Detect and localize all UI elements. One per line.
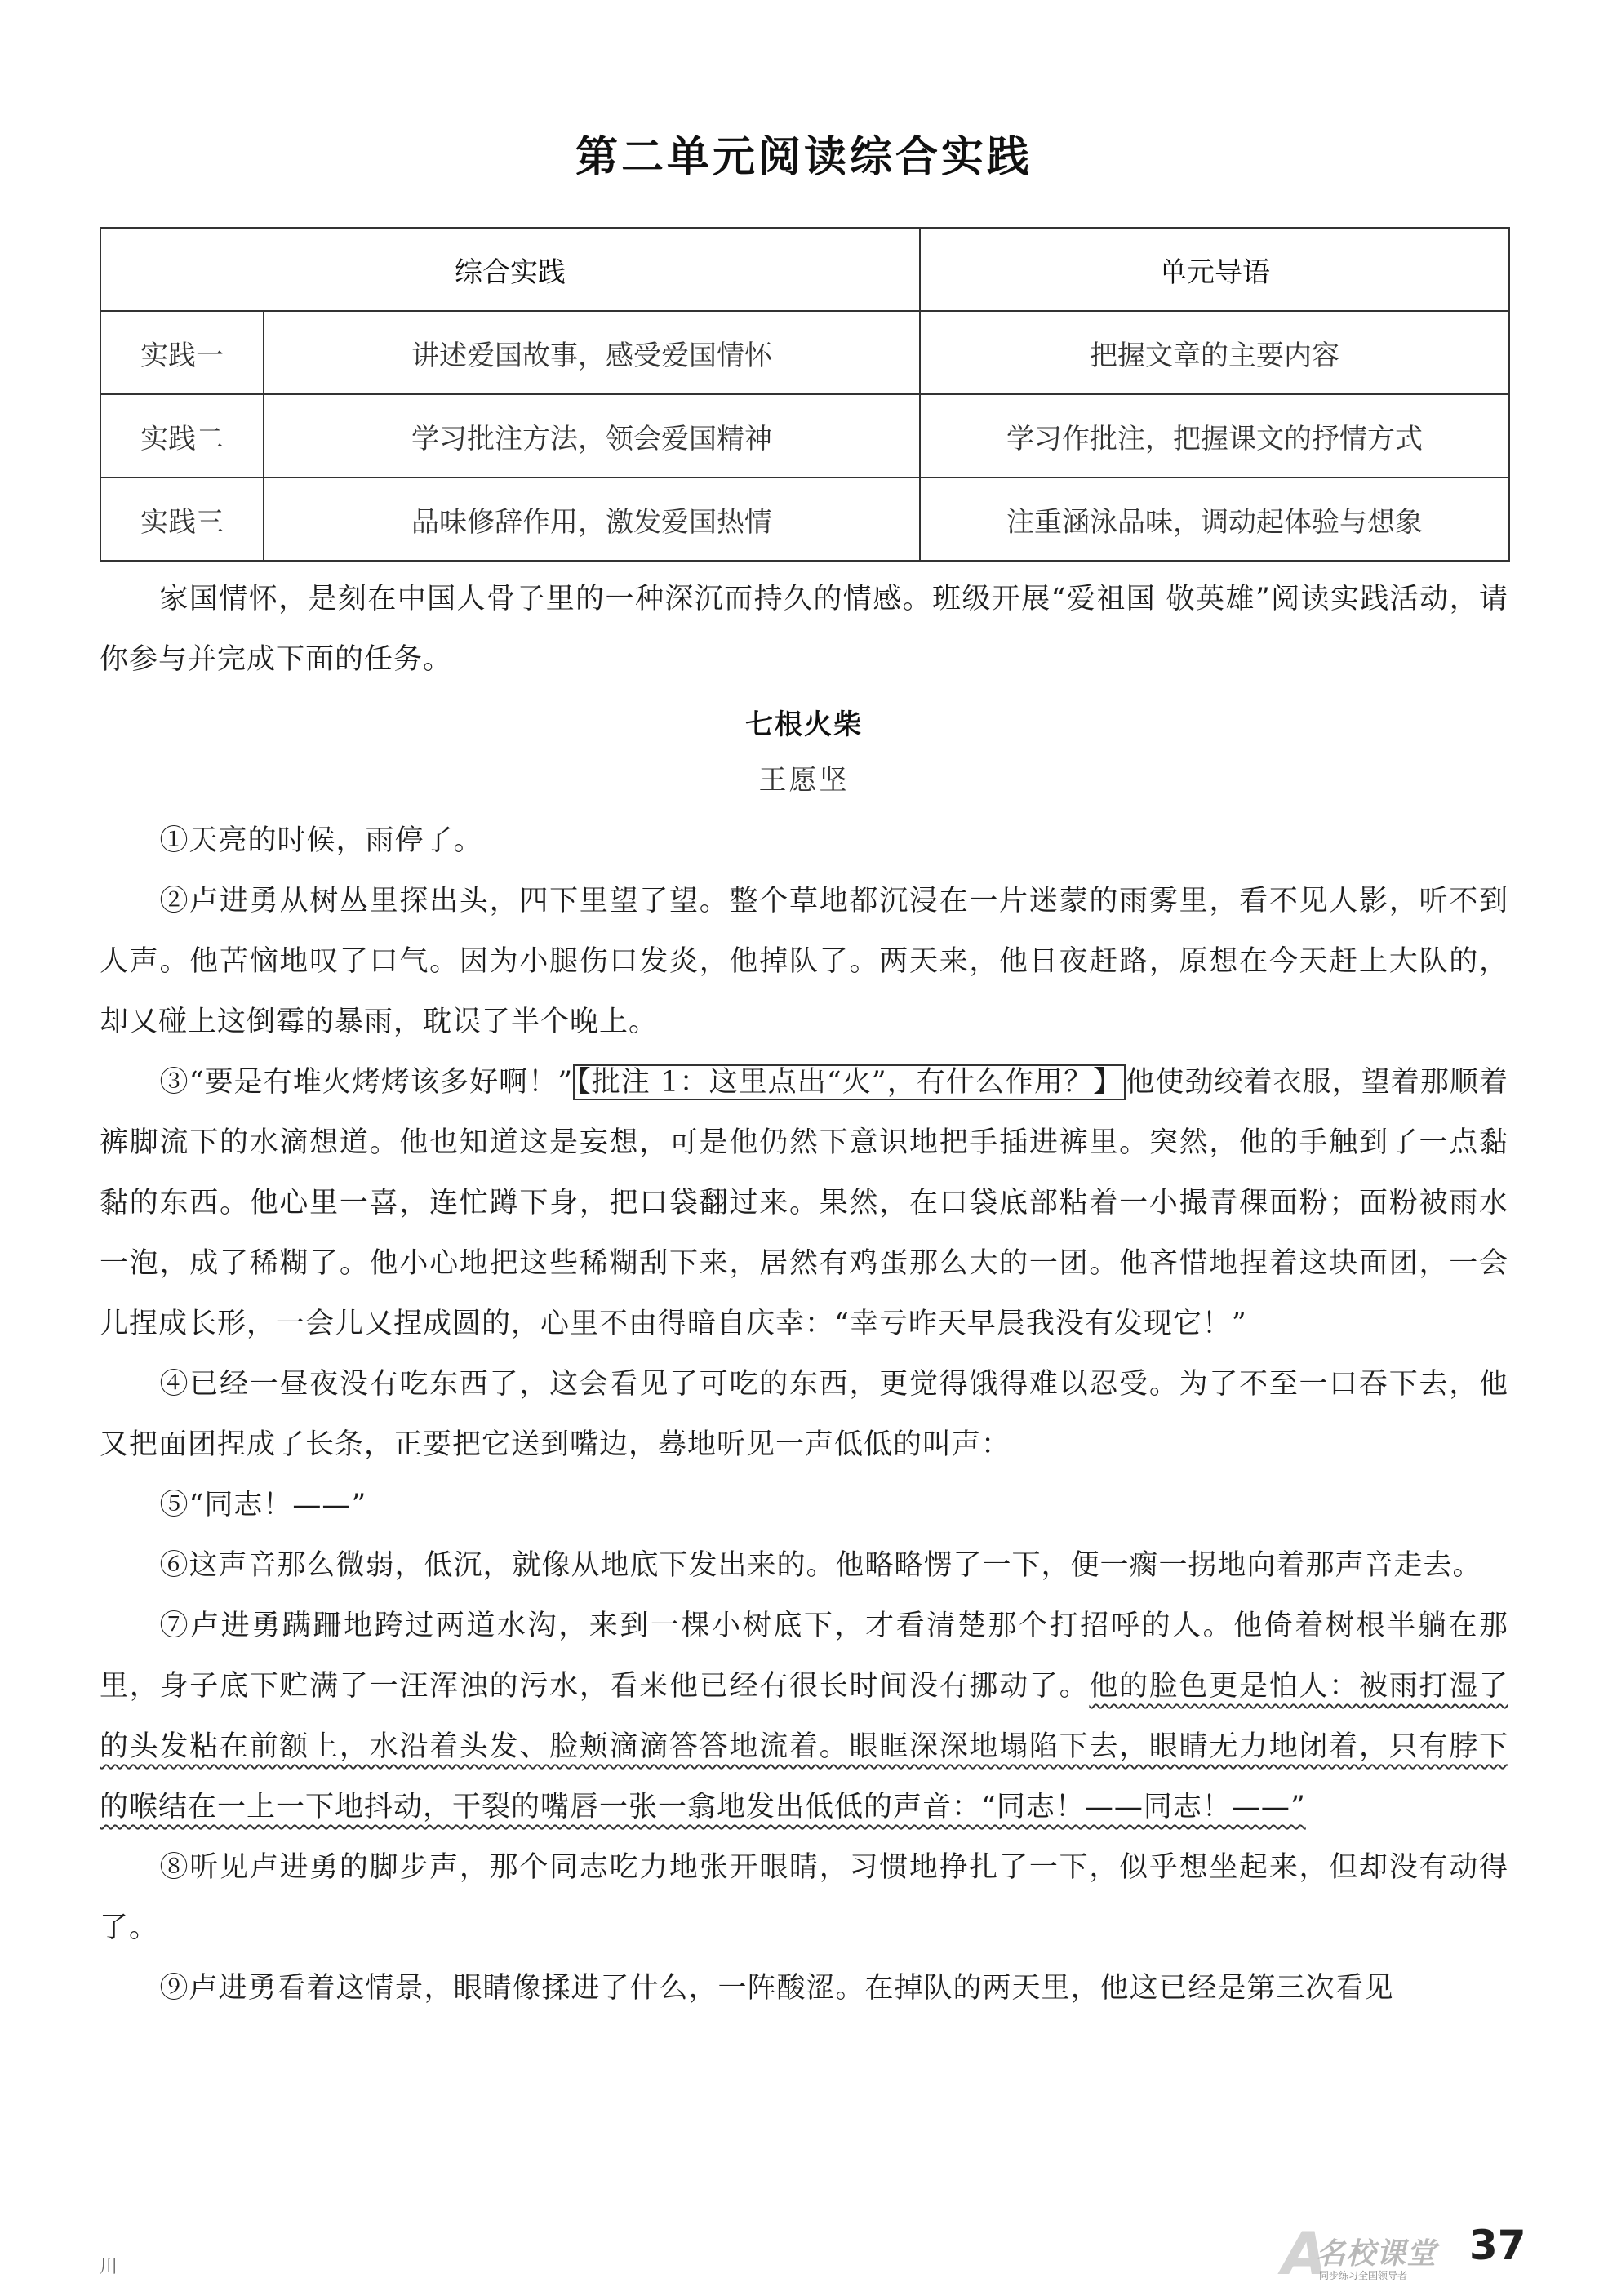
- story-title: 七根火柴: [745, 708, 863, 741]
- paragraph-2: ②卢进勇从树丛里探出头，四下里望了望。整个草地都沉浸在一片迷蒙的雨雾里，看不见人影，听不到人声。他苦恼地叹了口气。因为小腿伤口发炎，他掉队了。两天来，他日夜赶路，原想在今天赶上大队的，却又碰上这倒霉的暴雨，耽误了半个晚上。: [100, 885, 1508, 1038]
- brand-subtitle: 同步练习全国领导者: [1319, 2270, 1408, 2281]
- brand-a-icon: A: [1282, 2219, 1327, 2288]
- table-header-guide: 单元导语: [920, 228, 1509, 311]
- story-body: [100, 810, 1508, 2018]
- paragraph-8: ⑧听见卢进勇的脚步声，那个同志吃力地张开眼睛，习惯地挣扎了一下，似乎想坐起来，但却没有动得了。: [100, 1851, 1508, 1944]
- paragraph-7-text: ⑦卢进勇蹒跚地跨过两道水沟，来到一棵小树底下，才看清楚那个打招呼的人。他倚着树根半躺在那里，身子底下贮满了一汪浑浊的污水，看来他已经有很长时间没有挪动了。: [100, 1610, 1508, 1703]
- paragraph-7-wavy-underline: 他的脸色更是怕人：被雨打湿了的头发粘在前额上，水沿着头发、脸颊滴滴答答地流着。眼眶深深地塌陷下去，眼睛无力地闭着，只有脖下的喉结在一上一下地抖动，干裂的嘴唇一张一翕地发出低低的声音：“同志！——同志！——”: [100, 1670, 1508, 1823]
- footer-mark: 川: [100, 2257, 118, 2277]
- page-title: 第二单元阅读综合实践: [575, 133, 1033, 182]
- table-row: [100, 477, 1509, 561]
- paragraph-7: [100, 1596, 1508, 1837]
- story-author: 王愿坚: [758, 764, 850, 797]
- intro-paragraph: 家国情怀，是刻在中国人骨子里的一种深沉而持久的情感。班级开展“爱祖国 敬英雄”阅读实践活动，请你参与并完成下面的任务。: [100, 583, 1508, 676]
- page-number: 37: [1469, 2222, 1526, 2269]
- row-label: 实践一: [100, 311, 264, 394]
- brand-name: 名校课堂: [1316, 2237, 1437, 2271]
- table-header-row: [100, 228, 1509, 311]
- paragraph-3: [100, 1052, 1508, 1354]
- paragraph-3-quote: ③“要是有堆火烤烤该多好啊！”: [159, 1066, 574, 1099]
- row-guide: 学习作批注，把握课文的抒情方式: [920, 394, 1509, 477]
- paragraph-9: ⑨卢进勇看着这情景，眼睛像揉进了什么，一阵酸涩。在掉队的两天里，他这已经是第三次看见: [159, 1972, 1394, 2005]
- intro-block: [100, 569, 1508, 690]
- table-header-practice: 综合实践: [100, 228, 920, 311]
- row-practice: 学习批注方法，领会爱国精神: [264, 394, 920, 477]
- paragraph-3-rest: 他使劲绞着衣服，望着那顺着裤脚流下的水滴想道。他也知道这是妄想，可是他仍然下意识地把手插进裤里。突然，他的手触到了一点黏黏的东西。他心里一喜，连忙蹲下身，把口袋翻过来。果然，在口袋底部粘着一小撮青稞面粉；面粉被雨水一泡，成了稀糊了。他小心地把这些稀糊刮下来，居然有鸡蛋那么大的一团。他吝惜地捏着这块面团，一会儿捏成长形，一会儿又捏成圆的，心里不由得暗自庆幸：“幸亏昨天早晨我没有发现它！”: [100, 1066, 1508, 1340]
- annotation-1: 【批注 1：这里点出“火”，有什么作用？】: [573, 1064, 1126, 1100]
- paragraph-5: ⑤“同志！——”: [159, 1489, 367, 1521]
- brand-logo: [1282, 2219, 1469, 2288]
- paragraph-4: ④已经一昼夜没有吃东西了，这会看见了可吃的东西，更觉得饿得难以忍受。为了不至一口吞下去，他又把面团捏成了长条，正要把它送到嘴边，蓦地听见一声低低的叫声：: [100, 1368, 1508, 1461]
- row-label: 实践二: [100, 394, 264, 477]
- row-guide: 把握文章的主要内容: [920, 311, 1509, 394]
- row-practice: 讲述爱国故事，感受爱国情怀: [264, 311, 920, 394]
- row-label: 实践三: [100, 477, 264, 561]
- paragraph-1: ①天亮的时候，雨停了。: [159, 824, 483, 857]
- row-guide: 注重涵泳品味，调动起体验与想象: [920, 477, 1509, 561]
- practice-table: [100, 227, 1510, 562]
- table-row: [100, 311, 1509, 394]
- table-row: [100, 394, 1509, 477]
- row-practice: 品味修辞作用，激发爱国热情: [264, 477, 920, 561]
- paragraph-6: ⑥这声音那么微弱，低沉，就像从地底下发出来的。他略略愣了一下，便一瘸一拐地向着那声音走去。: [159, 1549, 1482, 1582]
